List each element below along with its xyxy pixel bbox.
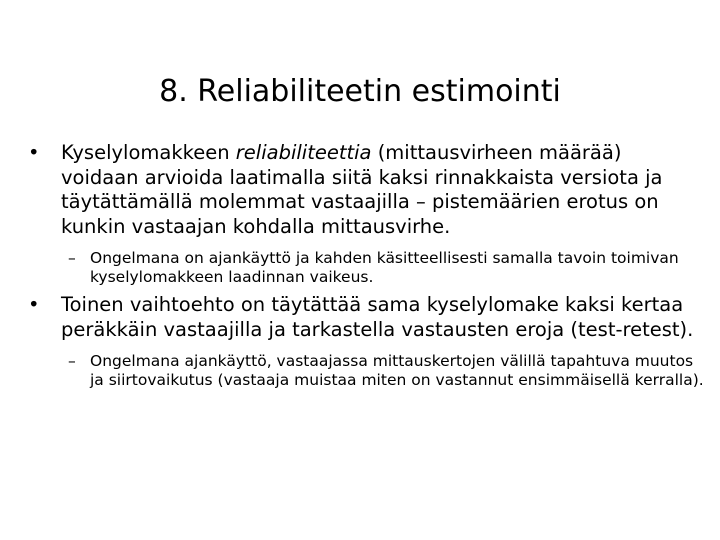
- bullet-marker: •: [28, 141, 40, 164]
- sub-bullet-text: Ongelmana on ajankäyttö ja kahden käsitteellisesti samalla tavoin toimivan kyselylomakkeen laadinnan vaikeus.: [90, 249, 679, 286]
- bullet-text-start: Kyselylomakkeen: [61, 141, 236, 164]
- sub-bullet-marker: –: [68, 352, 76, 370]
- slide-title: 8. Reliabiliteetin estimointi: [159, 74, 561, 109]
- sub-bullet-item: [28, 249, 704, 287]
- slide-content: [28, 141, 704, 390]
- sub-bullet-marker: –: [68, 249, 76, 267]
- sub-bullet-text: Ongelmana ajankäyttö, vastaajassa mittauskertojen välillä tapahtuva muutos ja siirtovaikutus (vastaaja muistaa miten on vastannut ensimmäisellä kerralla).: [90, 352, 704, 389]
- bullet-item: [28, 293, 704, 342]
- bullet-text-end: (mittausvirheen määrää) voidaan arvioida laatimalla siitä kaksi rinnakkaista versiota ja täytättämällä molemmat vastaajilla – pistemäärien erotus on kunkin vastaajan kohdalla mittausvirhe.: [61, 141, 663, 238]
- sub-bullet-item: [28, 352, 704, 390]
- bullet-text-italic: reliabiliteettia: [235, 141, 372, 164]
- bullet-text: Toinen vaihtoehto on täytättää sama kyselylomake kaksi kertaa peräkkäin vastaajilla ja tarkastella vastausten eroja (test-retest).: [61, 293, 694, 341]
- bullet-item: [28, 141, 704, 239]
- bullet-marker: •: [28, 293, 40, 316]
